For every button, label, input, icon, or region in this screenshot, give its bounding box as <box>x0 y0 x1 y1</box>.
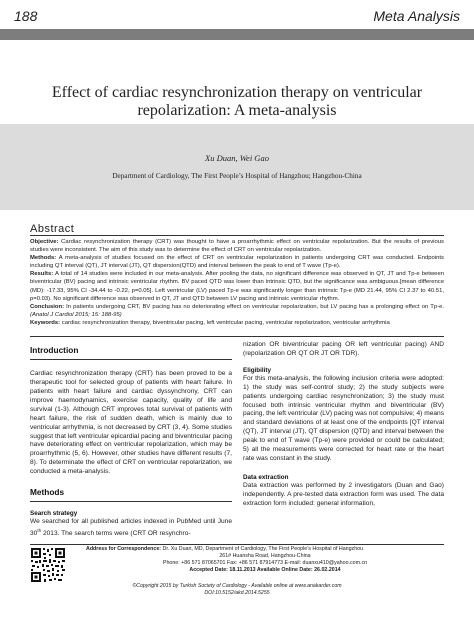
citation: (Anatol J Cardiol 2015; 15: 188-95) <box>30 311 122 318</box>
abstract-objective: Objective: Cardiac resynchronization therapy (CRT) was thought to have a proarrhythmic effect on ventricular repolarization. But the results of previous studies were inconsistent. The aim of this study was to determine the effect of CRT on ventricular repolarization. <box>30 239 444 254</box>
search-strategy-text: We searched for all published articles indexed in PubMed until June 30th 2013. The search terms were (CRT OR resynchro- <box>30 518 232 538</box>
page-number: 188 <box>14 8 38 24</box>
abstract-top-rule <box>30 235 444 236</box>
abstract-methods: Methods: A meta-analysis of studies focused on the effect of CRT on ventricular repolarization in patients undergoing CRT was conducted. Endpoints including QT interval (QT), JT interval (JT), QT dispersion(QTD) and interval between the peak to end of T wave (Tp-e). <box>30 255 444 270</box>
introduction-heading: Introduction <box>30 345 79 355</box>
methods-heading: Methods <box>30 487 65 498</box>
qr-code <box>30 547 66 583</box>
data-extraction-heading: Data extraction <box>243 473 289 481</box>
affiliation: Department of Cardiology, The First People’s Hospital of Hangzhou; Hangzhou-China <box>112 172 362 180</box>
title-line-2: repolarization: A meta-analysis <box>137 102 337 119</box>
section-label: Meta Analysis <box>373 8 460 24</box>
correspondence-address: 261# Huansha Road, Hangzhou-China <box>219 553 311 559</box>
copyright-line: ©Copyright 2015 by Turkish Society of Cardiology - Available online at www.anakarder.com <box>132 583 342 589</box>
header-bar <box>0 29 474 40</box>
title-line-1: Effect of cardiac resynchronization therapy on ventricular <box>51 84 423 101</box>
authors: Xu Duan, Wei Gao <box>205 153 269 163</box>
introduction-rule <box>30 359 232 360</box>
article-title <box>40 84 434 120</box>
doi-line: DOI:10.5152/akd.2014.5255 <box>204 590 270 596</box>
author-band <box>0 124 474 210</box>
correspondence-block <box>86 546 444 574</box>
abstract-body <box>30 238 444 327</box>
footer-rule <box>30 544 444 545</box>
abstract-heading-text: Abstract <box>30 223 75 235</box>
eligibility-text: For this meta-analysis, the following inclusion criteria were adopted: 1) the study was self-control study; 2) the study subjects were patients undergoing cardiac resynchronization; 3) the study must focused both intrinsic ventricular rhythm and biventricular (BV) pacing, the left ventricular (LV) pacing was not compulsive; 4) means and standard deviations of at least one of the endpoints [QT interval (QT), JT interval (JT), QT dispersion (QTD) and interval between the peak to end of T wave (Tp-e) were provided or could be calculated; 5) all the measurements were corrected for heart rate or the heart rate was constant in the study. <box>243 374 444 462</box>
abstract-bottom-rule <box>30 336 444 337</box>
eligibility-heading: Eligibility <box>243 366 271 374</box>
abstract-conclusion: Conclusion: In patients undergoing CRT, BV pacing has no deteriorating effect on ventricular repolarization, but LV pacing has a prolonging effect on Tp-e. (Anatol J Cardiol 2015; 15: 188-95) <box>30 303 444 318</box>
copyright-block <box>0 583 474 597</box>
data-extraction-text: Data extraction was performed by 2 investigators (Duan and Gao) independently. A pre-tested data extraction form was used. The data extraction form included: general information, <box>243 481 444 507</box>
search-strategy-continuation: nization OR biventricular pacing OR left ventricular pacing) AND (repolarization OR QT OR JT OR TDR). <box>243 341 444 357</box>
correspondence-contact: Phone: +86 571 87065701 Fax: +86 571 87914773 E-mail: duanxu410@yahoo.com.cn <box>162 560 368 566</box>
abstract-results: Results: A total of 14 studies were included in our meta-analysis. After pooling the data, no significant difference was observed in QT, JT and Tp-e between biventricular (BV) pacing and intrinsic ventricular rhythm. BV paced QTD was lower than intrinsic QTD, but the significance was ambiguous.[mean difference (MD): -17.33, 95% CI -34.44 to -0.22, p=0.05]. Left ventricular (LV) paced Tp-e was significantly longer than intrinsic Tp-e (MD 21.44, 95% CI 2.37 to 40.51, p=0.03). No significant difference was observed in QT, JT and QTD between LV pacing and intrinsic ventricular rhythm. <box>30 271 445 302</box>
accepted-dates: Accepted Date: 18.11.2013 Available Online Date: 26.02.2014 <box>189 567 341 573</box>
left-column <box>30 341 232 539</box>
right-column <box>243 341 444 509</box>
methods-rule <box>30 501 232 502</box>
abstract-heading <box>30 223 74 235</box>
correspondence-line: Address for Correspondence: Dr. Xu Duan, MD, Department of Cardiology, The First People’s Hospital of Hangzhou <box>86 546 364 552</box>
abstract-keywords: Keywords: cardiac resynchronization therapy, biventricular pacing, left ventricular pacing, ventricular repolarization, ventricular arrhythmia <box>30 319 390 326</box>
search-strategy-heading: Search strategy <box>30 510 78 518</box>
introduction-text: Cardiac resynchronization therapy (CRT) has been proved to be a therapeutic tool for selected group of patients with heart failure. In patients with heart failure and cardiac dyssynchrony, CRT can improve haemodynamics, exercise capacity, quality of life and survival (1-3). Although CRT improves total survival of patients with heart failure, the risk of sudden death, which is mainly due to ventricular arrhythmia, is not decreased by CRT (3, 4). Some studies suggest that left ventricular epicardial pacing and biventricular pacing have deteriorating effect on ventricular repolarization, which may be proarrhythmic (5, 6). However, other studies have different results (7, 8). To determinate the effect of CRT on ventricular repolarization, we conducted a meta-analysis. <box>30 370 232 476</box>
